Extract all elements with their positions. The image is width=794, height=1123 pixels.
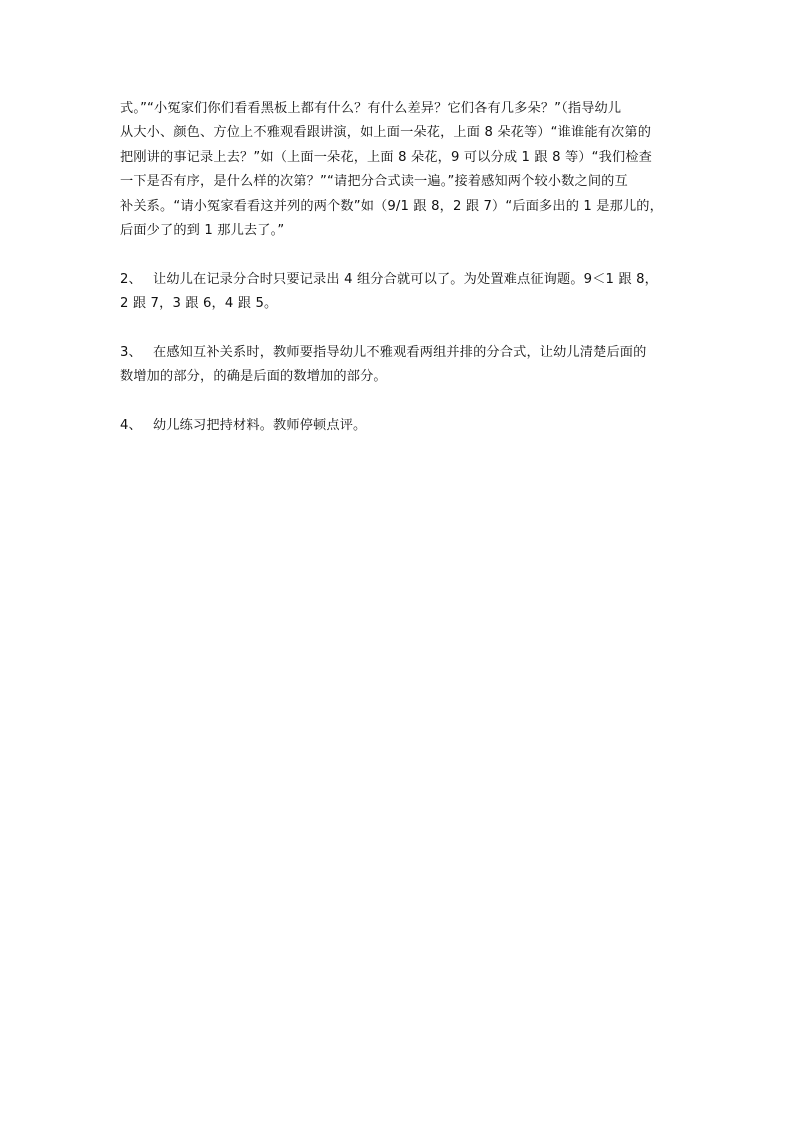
paragraph-line: 一下是否有序，是什么样的次第？”“请把分合式读一遍。”接着感知两个较小数之间的互 [120,174,628,190]
list-item-line [120,414,676,438]
list-item-line: 数增加的部分，的确是后面的数增加的部分。 [120,369,387,385]
list-item-text: 让幼儿在记录分合时只要记录出 4 组分合就可以了。为处置难点征询题。9＜1 跟 8， [153,271,659,287]
paragraph-line: 式。”“小冤家们你们看看黑板上都有什么？有什么差异？它们各有几多朵？”（指导幼儿 [120,101,622,116]
paragraph-1 [120,97,676,243]
list-item-2 [120,268,676,317]
list-item-text: 在感知互补关系时，教师要指导幼儿不雅观看两组并排的分合式，让幼儿清楚后面的 [153,344,647,360]
document-body [120,97,676,438]
list-item-3 [120,341,676,390]
list-item-line: 2 跟 7，3 跟 6，4 跟 5。 [120,296,278,312]
list-item-line [120,341,676,365]
paragraph-spacer [120,317,676,341]
list-item-line [120,268,676,292]
list-item-text: 幼儿练习把持材料。教师停顿点评。 [153,418,367,434]
paragraph-line: 从大小、颜色、方位上不雅观看跟讲演，如上面一朵花，上面 8 朵花等）“谁谁能有次第的 [120,125,652,141]
paragraph-spacer [120,243,676,267]
paragraph-line: 把刚讲的事记录上去？”如（上面一朵花，上面 8 朵花，9 可以分成 1 跟 8 等）“我们检查 [120,149,652,165]
list-item-number: 2、 [120,271,142,287]
paragraph-spacer [120,390,676,414]
list-item-number: 3、 [120,344,142,360]
list-item-4 [120,414,676,438]
paragraph-line: 后面少了的到 1 那儿去了。” [120,222,285,238]
paragraph-line: 补关系。“请小冤家看看这并列的两个数”如（9/1 跟 8，2 跟 7）“后面多出的 1 是那儿的， [120,198,663,214]
list-item-number: 4、 [120,418,142,434]
